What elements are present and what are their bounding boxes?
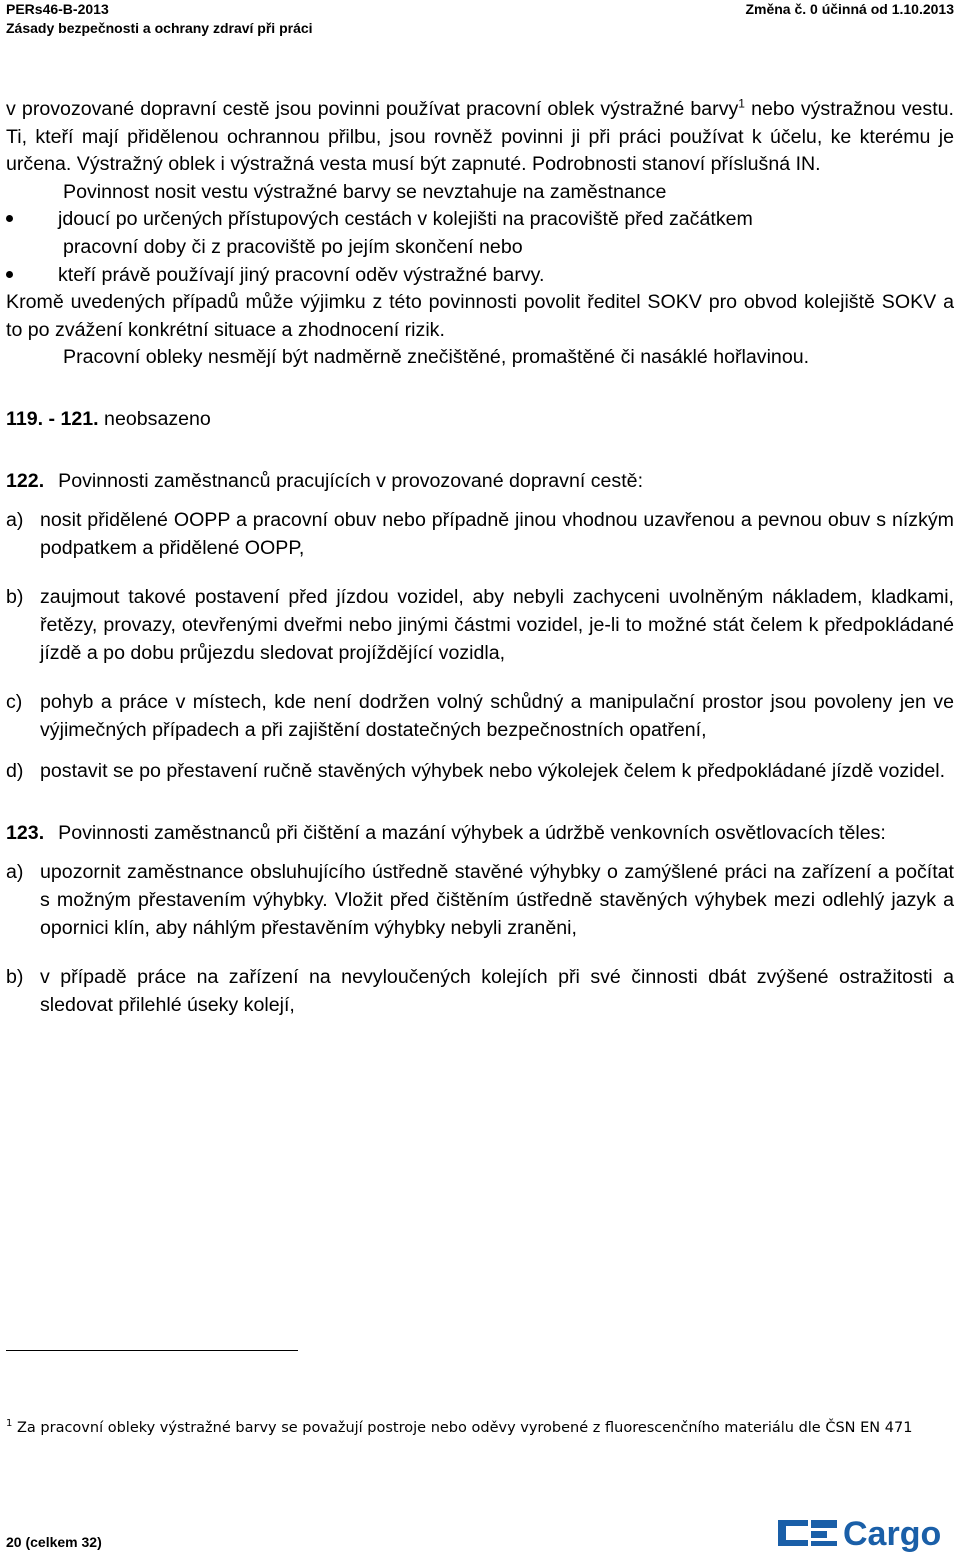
section-text: Povinnosti zaměstnanců při čištění a mazání výhybek a údržbě venkovních osvětlovacích těles:	[58, 821, 886, 844]
list-item	[6, 689, 954, 744]
item-label: a)	[6, 861, 24, 884]
list-item	[6, 964, 954, 1019]
document-body	[6, 96, 954, 1019]
bullet-icon	[6, 215, 13, 222]
intro-text-b: nebo výstražnou vestu. Ti, kteří mají přidělenou ochrannou přilbu, jsou rovněž povinni ji při práci používat k účelu, ke kterému je určena. Výstražný oblek i výstražná vesta musí být zapnuté. Podrobnosti stanoví příslušná IN.	[6, 98, 954, 176]
item-label: d)	[6, 760, 24, 783]
footnote-number: 1	[6, 1418, 13, 1430]
section-number: 123.	[6, 821, 45, 844]
section-123-heading	[6, 820, 954, 848]
section-text: Povinnosti zaměstnanců pracujících v provozované dopravní cestě:	[58, 469, 644, 492]
list-item	[6, 758, 954, 786]
footnote	[6, 1414, 954, 1442]
bullet-icon	[6, 271, 13, 278]
footnote-ref[interactable]: 1	[738, 96, 745, 111]
item-text: postavit se po přestavení ručně stavěných výhybek nebo výkolejek čelem k předpokládané jízdě vozidel.	[40, 760, 946, 783]
list-item-text: jdoucí po určených přístupových cestách v kolejišti na pracoviště před začátkem	[58, 208, 753, 231]
document-title: Zásady bezpečnosti a ochrany zdraví při práci	[6, 20, 313, 36]
header-row	[6, 0, 954, 19]
list-item	[6, 507, 954, 562]
item-label: b)	[6, 966, 24, 989]
section-123-items	[6, 859, 954, 1019]
item-label: b)	[6, 586, 24, 609]
list-item	[6, 584, 954, 667]
section-119-121	[6, 406, 954, 434]
footnote-text: Za pracovní obleky výstražné barvy se považují postroje nebo oděvy vyrobené z fluorescenčního materiálu dle ČSN EN 471	[12, 1420, 913, 1436]
page-number: 20 (celkem 32)	[6, 1534, 102, 1550]
page-header	[6, 0, 954, 38]
section-number: 122.	[6, 469, 45, 492]
section-number: 119. - 121.	[6, 407, 99, 430]
change-effective-date: Změna č. 0 účinná od 1.10.2013	[745, 1, 954, 17]
intro-paragraph-4: Pracovní obleky nesmějí být nadměrně znečištěné, promaštěné či nasáklé hořlavinou.	[63, 346, 810, 369]
item-text: pohyb a práce v místech, kde není dodržen volný schůdný a manipulační prostor jsou povoleny jen ve výjimečných případech a při zajištění dostatečných bezpečnostních opatření,	[40, 691, 954, 741]
cargo-logo	[778, 1514, 958, 1554]
intro-paragraph-3: Kromě uvedených případů může výjimku z této povinnosti povolit ředitel SOKV pro obvod kolejiště SOKV a to po zvážení konkrétní situace a zhodnocení rizik.	[6, 291, 954, 341]
list-item	[6, 206, 954, 234]
intro-paragraph-1	[6, 96, 954, 179]
intro-paragraph-2: Povinnost nosit vestu výstražné barvy se nevztahuje na zaměstnance	[63, 180, 667, 203]
list-item-text: kteří právě používají jiný pracovní oděv výstražné barvy.	[58, 263, 545, 286]
section-122-items	[6, 507, 954, 786]
section-122-heading	[6, 468, 954, 496]
list-item	[6, 859, 954, 942]
item-text: upozornit zaměstnance obsluhujícího ústředně stavěné výhybky o zamýšlené práci na zařízení a počítat s možným přestavením výhybky. Vložit před čištěním ústředně stavěných výhybek mezi odlehlý jazyk a opornici klín, aby náhlým přestavěním výhybky nebyli zraněni,	[40, 861, 954, 939]
section-text: neobsazeno	[98, 407, 211, 430]
item-text: zaujmout takové postavení před jízdou vozidel, aby nebyli zachyceni uvolněným nákladem, kladkami, řetězy, provazy, otevřenými dveřmi nebo jinými částmi vozidel, je-li to možné stát čelem k předpokládané jízdě a po dobu průjezdu sledovat projíždějící vozidla,	[40, 586, 954, 664]
list-item	[6, 262, 954, 290]
item-text: nosit přidělené OOPP a pracovní obuv nebo případně jinou vhodnou uzavřenou a pevnou obuv s nízkým podpatkem a přidělené OOPP,	[40, 509, 954, 559]
item-text: v případě práce na zařízení na nevyloučených kolejích při své činnosti dbát zvýšené ostražitosti a sledovat přilehlé úseky kolejí,	[40, 966, 954, 1016]
intro-text-a: v provozované dopravní cestě jsou povinni používat pracovní oblek výstražné barvy	[6, 98, 739, 120]
cd-logo-icon	[778, 1514, 838, 1554]
item-label: c)	[6, 691, 23, 714]
document-id: PERs46-B-2013	[6, 1, 109, 17]
exception-list	[6, 206, 954, 289]
item-label: a)	[6, 509, 24, 532]
list-item-continuation: pracovní doby či z pracoviště po jejím skončení nebo	[63, 235, 523, 258]
logo-text: Cargo	[843, 1515, 942, 1553]
footnote-divider	[6, 1350, 298, 1351]
